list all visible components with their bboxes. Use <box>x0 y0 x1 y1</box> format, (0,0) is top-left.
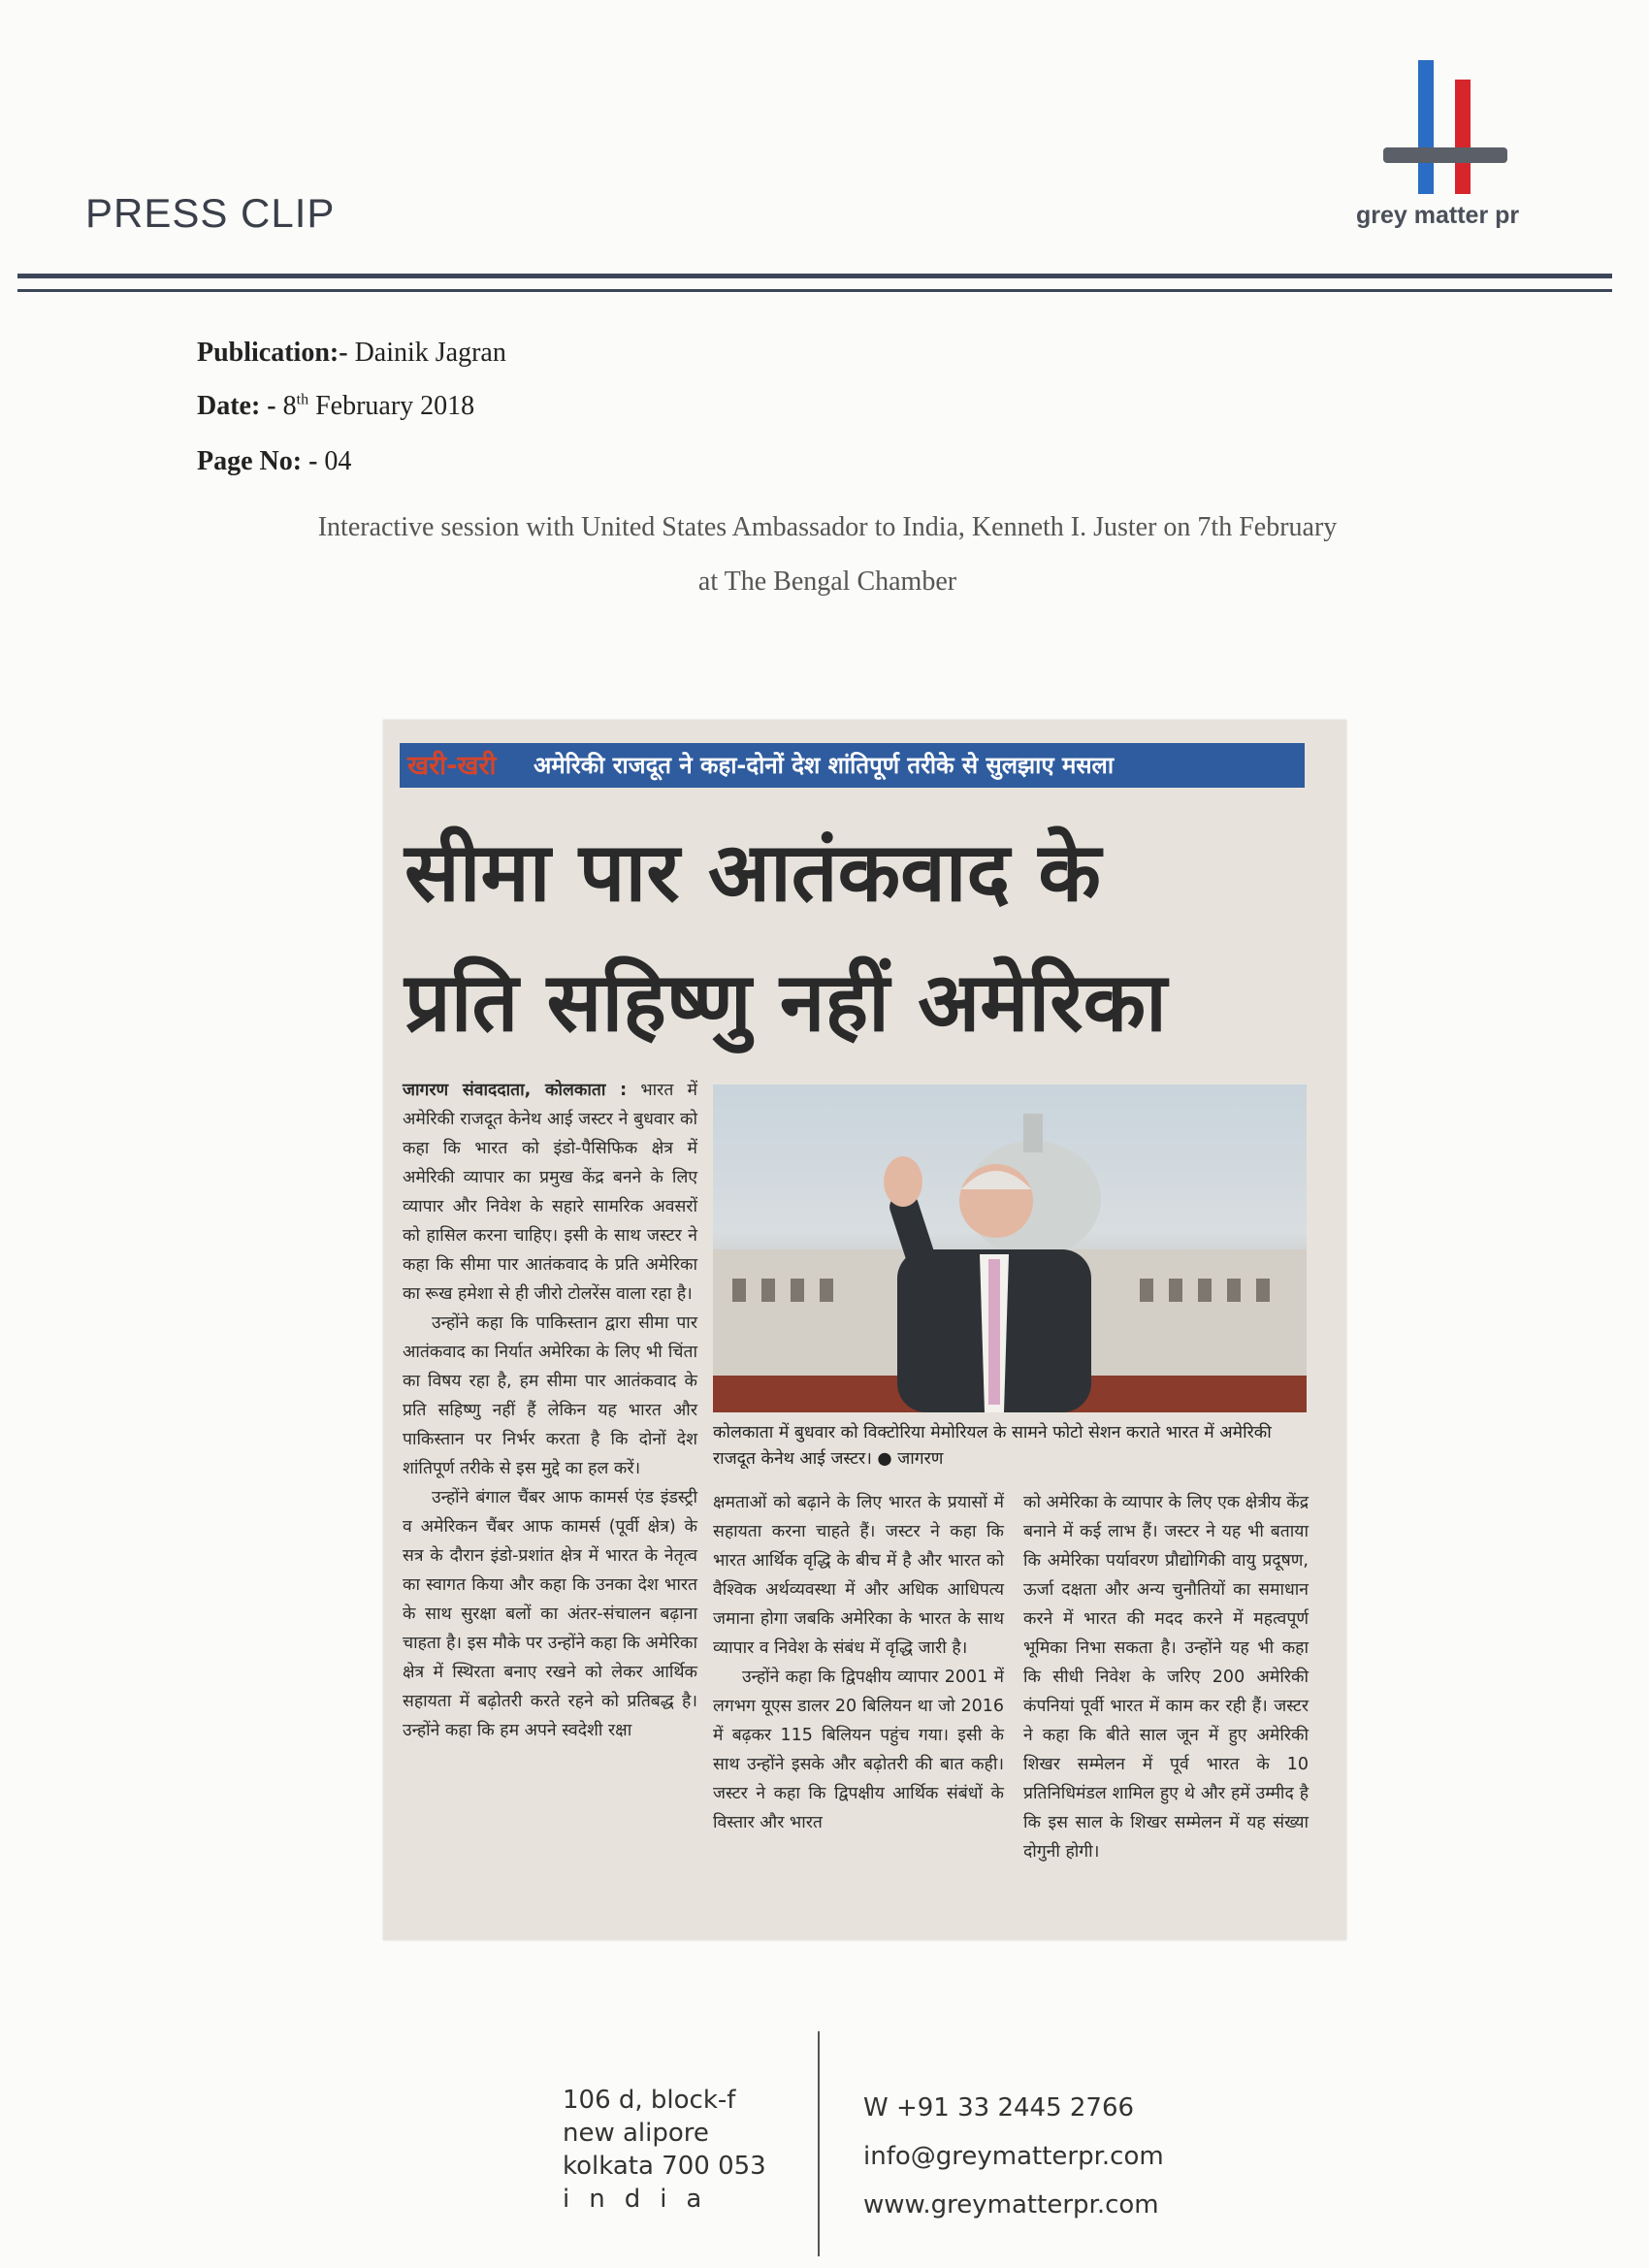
article-column-2 <box>713 1488 1004 1837</box>
article-paragraph: भारत में अमेरिकी राजदूत केनेथ आई जस्टर ने बुधवार को कहा कि भारत को इंडो-पैसिफिक क्षेत्र में अमेरिकी व्यापार का प्रमुख केंद्र बनने के लिए व्यापार और निवेश के सहारे सामरिक अवसरों को हासिल करना चाहिए। इसी के साथ जस्टर ने कहा कि सीमा पार आतंकवाद के प्रति अमेरिका का रूख हमेशा से ही जीरो टोलरेंस वाला रहा है। <box>403 1081 697 1304</box>
ambassador-photo <box>713 1085 1307 1412</box>
page-label: Page No: - <box>197 446 318 476</box>
article-column-3 <box>1023 1488 1309 1866</box>
address-line-2: new alipore <box>563 2119 709 2148</box>
kicker-text: अमेरिकी राजदूत ने कहा-दोनों देश शांतिपूर्ण तरीके से सुलझाए मसला <box>534 752 1115 779</box>
logo-text: grey matter pr <box>1356 202 1520 229</box>
footer-email[interactable]: info@greymatterpr.com <box>863 2142 1164 2171</box>
description-line-2: at The Bengal Chamber <box>697 567 957 597</box>
footer-address <box>563 2084 766 2216</box>
publication-line <box>197 338 506 369</box>
publication-value: Dainik Jagran <box>354 338 506 368</box>
date-day: 8 <box>282 391 297 421</box>
kicker-label: खरी-खरी <box>407 751 497 781</box>
address-line-1: 106 d, block-f <box>563 2086 736 2115</box>
header-rule <box>17 274 1612 278</box>
headline-line-2: प्रति सहिष्णु नहीं अमेरिका <box>404 955 1167 1050</box>
footer-divider <box>818 2031 820 2256</box>
event-description <box>197 501 1458 609</box>
address-line-4: india <box>563 2185 722 2214</box>
description-line-1: Interactive session with United States Ambassador to India, Kenneth I. Juster on 7th February <box>317 512 1338 542</box>
photo-caption: कोलकाता में बुधवार को विक्टोरिया मेमोरियल के सामने फोटो सेशन कराते भारत में अमेरिकी राजदूत केनेथ आई जस्टर। ● जागरण <box>713 1423 1272 1469</box>
headline-line-1: सीमा पार आतंकवाद के <box>404 825 1101 920</box>
newspaper-clipping <box>383 720 1346 1940</box>
address-line-3: kolkata 700 053 <box>563 2152 766 2181</box>
date-line <box>197 391 474 422</box>
header-rule-secondary <box>17 289 1612 292</box>
press-clip-title: PRESS CLIP <box>85 190 336 236</box>
date-suffix: th <box>296 391 309 408</box>
date-label: Date: - <box>197 391 276 421</box>
footer-website[interactable]: www.greymatterpr.com <box>863 2190 1159 2219</box>
grey-matter-logo-icon <box>1377 56 1513 202</box>
article-paragraph: क्षमताओं को बढ़ाने के लिए भारत के प्रयासों में सहायता करना चाहते हैं। जस्टर ने कहा कि भारत आर्थिक वृद्धि के बीच में है और भारत को वैश्विक अर्थव्यवस्था में और अधिक आधिपत्य जमाना होगा जबकि अमेरिका के भारत के साथ व्यापार व निवेश के संबंध में वृद्धि जारी है। <box>713 1493 1004 1658</box>
page-line <box>197 446 351 477</box>
date-rest: February 2018 <box>315 391 475 421</box>
article-paragraph: उन्होंने कहा कि पाकिस्तान द्वारा सीमा पार आतंकवाद का निर्यात अमेरिका के लिए भी चिंता का विषय रहा है, हम सीमा पार आतंकवाद के प्रति सहिष्णु नहीं हैं लेकिन यह भारत और पाकिस्तान पर निर्भर करता है कि दोनों देश शांतिपूर्ण तरीके से इस मुद्दे का हल करें। <box>403 1313 697 1478</box>
photo-illustration-icon <box>713 1085 1307 1412</box>
headline <box>404 807 1326 1067</box>
article-column-1 <box>403 1076 697 1745</box>
publication-label: Publication:- <box>197 338 348 368</box>
footer-contact <box>863 2084 1164 2229</box>
article-paragraph: को अमेरिका के व्यापार के लिए एक क्षेत्रीय केंद्र बनाने में कई लाभ हैं। जस्टर ने यह भी बताया कि अमेरिका पर्यावरण प्रौद्योगिकी वायु प्रदूषण, ऊर्जा दक्षता और अन्य चुनौतियों का समाधान करने में भारत की मदद करने में महत्वपूर्ण भूमिका निभा सकता है। उन्होंने यह भी कहा कि सीधी निवेश के जरिए 200 अमेरिकी कंपनियां पूर्वी भारत में काम कर रही हैं। जस्टर ने कहा कि बीते साल जून में हुए अमेरिकी शिखर सम्मेलन में पूर्व भारत के 10 प्रतिनिधिमंडल शामिल हुए थे और हमें उम्मीद है कि इस साल के शिखर सम्मेलन में यह संख्या दोगुनी होगी। <box>1023 1493 1309 1862</box>
article-dateline: जागरण संवाददाता, कोलकाता : <box>403 1081 628 1100</box>
article-paragraph: उन्होंने बंगाल चैंबर आफ कामर्स एंड इंडस्ट्री व अमेरिकन चैंबर आफ कामर्स (पूर्वी क्षेत्र) के सत्र के दौरान इंडो-प्रशांत क्षेत्र में भारत के नेतृत्व का स्वागत किया और कहा कि उनका देश भारत के साथ सुरक्षा बलों का अंतर-संचालन बढ़ाना चाहता है। इस मौके पर उन्होंने कहा कि अमेरिका क्षेत्र में स्थिरता बनाए रखने को लेकर आर्थिक सहायता में बढ़ोतरी करते रहने को प्रतिबद्ध है। उन्होंने कहा कि हम अपने स्वदेशी रक्षा <box>403 1488 697 1740</box>
article-paragraph: उन्होंने कहा कि द्विपक्षीय व्यापार 2001 में लगभग यूएस डालर 20 बिलियन था जो 2016 में बढ़कर 115 बिलियन पहुंच गया। इसी के साथ उन्होंने इसके और बढ़ोतरी की बात कही। जस्टर ने कहा कि द्विपक्षीय आर्थिक संबंधों के विस्तार और भारत <box>713 1668 1004 1832</box>
footer-phone: W +91 33 2445 2766 <box>863 2093 1135 2122</box>
page-value: 04 <box>324 446 352 476</box>
